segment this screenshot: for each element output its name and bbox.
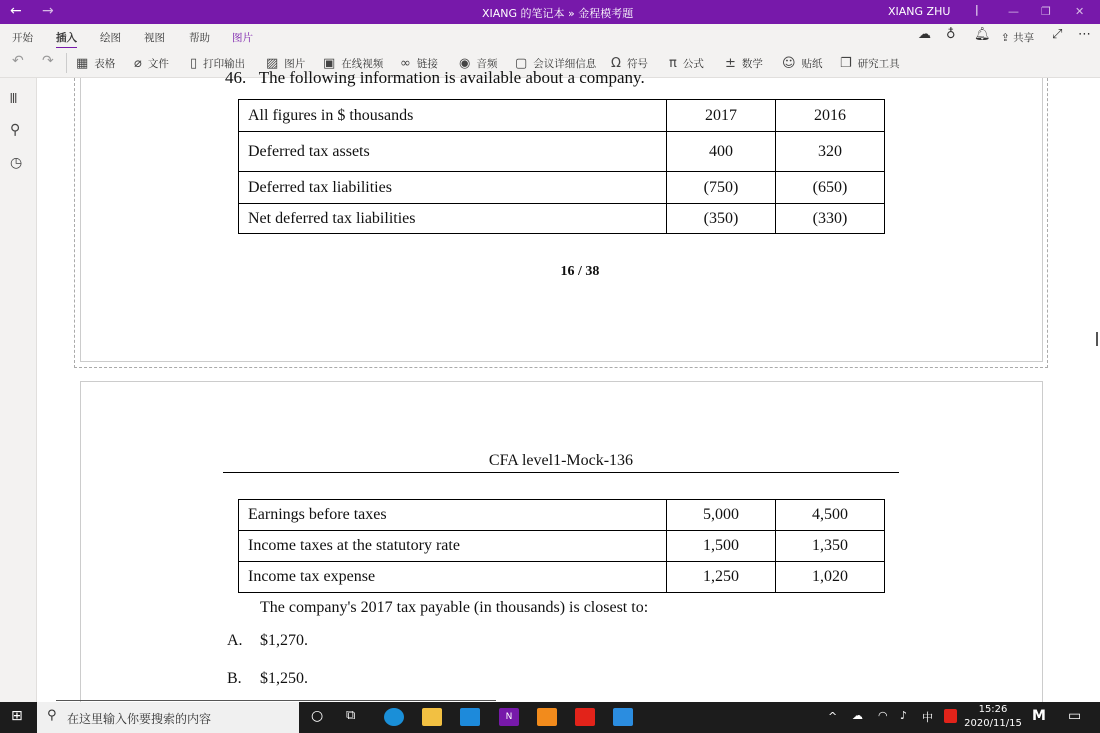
table-cell: (650) [776,172,885,204]
table-row [239,172,885,204]
tab-view[interactable]: 视图 [144,32,165,44]
expand-icon[interactable]: ⤢ [1052,27,1063,42]
ime-indicator[interactable]: 中 [922,711,933,724]
notifications-icon[interactable]: ▭ [1068,708,1082,724]
toolbar-label: 贴纸 [801,58,823,70]
table-cell: 1,350 [776,531,885,562]
share-button[interactable] [1001,30,1034,45]
taskbar-search[interactable] [37,702,299,733]
table-cell: 5,000 [667,500,776,531]
toolbar-label: 图片 [284,58,306,70]
online-video-icon: ▣ [323,56,336,71]
toolbar-label: 链接 [416,58,438,70]
table-row [239,132,885,172]
restore-button[interactable]: ❐ [1041,5,1051,18]
table-cell: Deferred tax liabilities [239,172,667,204]
more-icon[interactable]: ⋯ [1078,27,1091,42]
toolbar-label: 音频 [476,58,498,70]
tab-picture[interactable]: 图片 [232,32,253,44]
volume-icon[interactable]: ♪ [900,709,908,722]
table-cell: All figures in $ thousands [239,100,667,132]
clock-date[interactable]: 2020/11/15 [964,718,1022,729]
window-title: XIANG 的笔记本 » 金程模考题 [482,7,634,20]
sync-icon[interactable]: ☁ [918,27,931,42]
math-icon: ± [725,56,736,71]
toolbar-label: 文件 [147,58,169,70]
cortana-icon[interactable]: ○ [311,708,324,724]
link-icon: ∞ [400,56,411,71]
tab-help[interactable]: 帮助 [189,32,210,44]
table-row [239,562,885,593]
toolbar-label: 在线视频 [341,58,384,70]
search-icon[interactable]: ⚲ [10,122,21,138]
toolbar-label: 数学 [741,58,763,70]
close-button[interactable]: ✕ [1075,5,1085,18]
divider: | [975,3,979,16]
mail-icon[interactable] [460,708,480,726]
question-header: 46. The following information is available about a company. [225,68,645,87]
toolbar-label: 符号 [626,58,648,70]
table-row [239,100,885,132]
table-cell: 4,500 [776,500,885,531]
table-cell: (350) [667,204,776,234]
toolbar-paperclip-button[interactable] [134,56,169,71]
toolbar-label: 公式 [682,58,704,70]
page-number: 16 / 38 [560,264,600,279]
wifi-icon[interactable]: ◠ [878,709,888,722]
share-icon: ⇪ [1001,32,1010,44]
table-cell: Income tax expense [239,562,667,593]
edge-icon[interactable] [384,708,404,726]
chevron-up-icon[interactable]: ^ [828,710,838,723]
toolbar-table-button[interactable] [76,56,115,71]
undo-icon[interactable]: ↶ [12,53,24,69]
youdao-icon[interactable] [575,708,595,726]
pi-icon: π [669,56,677,71]
table-cell: 2017 [667,100,776,132]
option-letter: B. [227,670,242,687]
table-icon: ▦ [76,56,89,71]
app-icon[interactable] [537,708,557,726]
ribbon-tabs [0,24,1100,48]
audio-icon: ◉ [459,56,471,71]
option-text: $1,250. [260,670,308,687]
sogou-icon[interactable] [944,709,957,723]
photos-icon[interactable] [613,708,633,726]
notebooks-icon[interactable]: 𝍫 [10,91,17,107]
paperclip-icon: ⌀ [134,56,142,71]
toolbar-math-button[interactable] [725,56,763,71]
search-placeholder: 在这里输入你要搜索的内容 [67,712,212,726]
option-letter: A. [227,632,243,649]
onedrive-icon[interactable]: ☁ [852,709,863,722]
rule [56,700,496,701]
table-cell: Net deferred tax liabilities [239,204,667,234]
image-icon: ▨ [266,56,279,71]
bell-icon[interactable]: 🔔︎ [974,27,991,42]
table-row [239,204,885,234]
search-icon: ⚲ [47,708,57,723]
file-explorer-icon[interactable] [422,708,442,726]
clock-time[interactable]: 15:26 [978,704,1008,715]
calendar-icon: ▢ [515,56,528,71]
table-cell: 320 [776,132,885,172]
sticker-icon: ☺ [782,56,796,71]
research-icon: ❐ [840,56,852,71]
toolbar-label: 研究工具 [857,58,900,70]
option-b [227,670,308,688]
tab-draw[interactable]: 绘图 [100,32,121,44]
table-cell: 400 [667,132,776,172]
lightbulb-icon[interactable]: ♁ [946,27,956,42]
income-tax-table [238,499,885,593]
forward-button[interactable]: → [42,3,54,19]
toolbar-label: 会议详细信息 [533,58,597,70]
windows-start-icon[interactable]: ⊞ [11,708,23,724]
table-row [239,531,885,562]
ime-mode-icon[interactable]: M [1032,708,1046,724]
toolbar-label: 打印输出 [203,58,246,70]
table-cell: Income taxes at the statutory rate [239,531,667,562]
scrollbar[interactable] [1096,332,1098,346]
back-button[interactable]: ← [10,3,22,19]
divider [66,53,67,73]
table-cell: Deferred tax assets [239,132,667,172]
table-cell: 1,500 [667,531,776,562]
task-view-icon[interactable]: ⧉ [346,708,356,723]
table-cell: 2016 [776,100,885,132]
redo-icon[interactable]: ↷ [42,53,54,69]
minimize-button[interactable]: — [1008,5,1019,18]
toolbar-pi-button[interactable] [669,56,704,71]
table-cell: 1,250 [667,562,776,593]
title-bar [0,0,1100,24]
deferred-tax-table [238,99,885,234]
table-cell: 1,020 [776,562,885,593]
page-header: CFA level1-Mock-136 [488,452,634,469]
table-cell: Earnings before taxes [239,500,667,531]
table-row [239,500,885,531]
tab-insert[interactable]: 插入 [56,30,77,49]
option-text: $1,270. [260,632,308,649]
recent-icon[interactable]: ◷ [10,155,23,171]
question-text: The company's 2017 tax payable (in thousands) is closest to: [260,599,649,616]
document-icon: ▯ [190,56,198,71]
toolbar-label: 表格 [94,58,116,70]
table-cell: (750) [667,172,776,204]
user-name[interactable]: XIANG ZHU [888,5,951,18]
share-label: 共享 [1013,32,1035,44]
omega-icon: Ω [611,56,621,71]
sidebar [0,78,37,702]
onenote-icon[interactable]: N [499,708,519,726]
option-a [227,632,308,650]
header-rule [223,472,899,473]
toolbar-sticker-button[interactable] [782,56,823,71]
table-cell: (330) [776,204,885,234]
toolbar-research-button[interactable] [840,56,900,71]
taskbar [0,702,1100,733]
tab-home[interactable]: 开始 [12,32,33,44]
